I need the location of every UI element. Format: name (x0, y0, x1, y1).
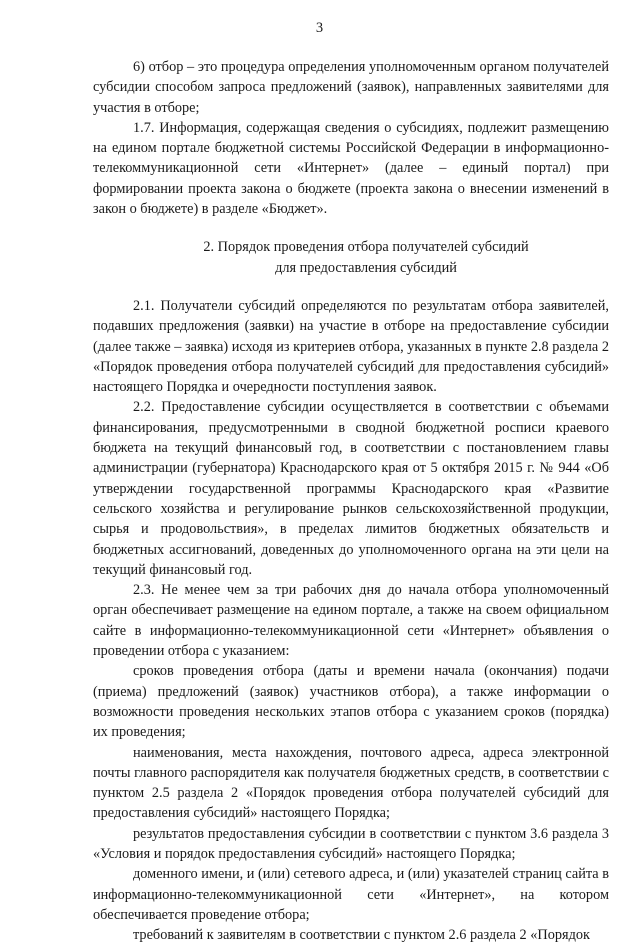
paragraph: 1.7. Информация, содержащая сведения о субсидиях, подлежит размещению на едином портале бюджетной системы Российской Федерации в информационно-телекоммуникационной сети «Интернет» (далее – единый портал) при формировании проекта закона о бюджете (проекта закона о внесении изменений в закон о бюджете) в разделе «Бюджет». (93, 119, 609, 218)
paragraph: доменного имени, и (или) сетевого адреса, и (или) указателей страниц сайта в информационно-телекоммуникационной сети «Интернет», на котором обеспечивается проведение отбора; (93, 866, 609, 923)
paragraph: результатов предоставления субсидии в соответствии с пунктом 3.6 раздела 3 «Условия и порядок предоставления субсидий» настоящего Порядка; (93, 825, 609, 862)
section-heading-line: для предоставления субсидий (275, 259, 457, 276)
document-body (93, 57, 609, 945)
paragraph: 2.1. Получатели субсидий определяются по результатам отбора заявителей, подавших предложения (заявки) на участие в отборе на предоставление субсидии (далее также – заявка) исходя из критериев отбора, указанных в пункте 2.8 раздела 2 «Порядок проведения отбора получателей субсидий для предоставления субсидий» настоящего Порядка и очередности поступления заявок. (93, 297, 609, 396)
paragraph: 6) отбор – это процедура определения уполномоченным органом получателей субсидии способом запроса предложений (заявок), направленных заявителями для участия в отборе; (93, 59, 609, 116)
paragraph: 2.3. Не менее чем за три рабочих дня до начала отбора уполномоченный орган обеспечивает размещение на едином портале, а также на своем официальном сайте в информационно-телекоммуникационной сети «Интернет» объявления о проведении отбора с указанием: (93, 582, 609, 660)
paragraph: сроков проведения отбора (даты и времени начала (окончания) подачи (приема) предложений (заявок) участников отбора), а также информации о возможности проведения нескольких этапов отбора с указанием сроков (порядка) их проведения; (93, 663, 609, 741)
paragraph: наименования, места нахождения, почтового адреса, адреса электронной почты главного распорядителя как получателя бюджетных средств, в соответствии с пунктом 2.5 раздела 2 «Порядок проведения отбора получателей субсидий для предоставления субсидий» настоящего Порядка; (93, 744, 609, 822)
paragraph: 2.2. Предоставление субсидии осуществляется в соответствии с объемами финансирования, предусмотренными в сводной бюджетной росписи краевого бюджета на текущий финансовый год, в соответствии с постановлением главы администрации (губернатора) Краснодарского края от 5 октября 2015 г. № 944 «Об утверждении государственной программы Краснодарского края «Развитие сельского хозяйства и регулирование рынков сельскохозяйственной продукции, сырья и продовольствия», в пределах лимитов бюджетных обязательств и бюджетных ассигнований, доведенных до уполномоченного органа на эти цели на текущий финансовый год. (93, 399, 609, 578)
paragraph: требований к заявителям в соответствии с пунктом 2.6 раздела 2 «Порядок (133, 927, 590, 944)
section-heading (93, 237, 609, 278)
page-number: 3 (315, 20, 324, 36)
section-heading-line: 2. Порядок проведения отбора получателей субсидий (203, 239, 529, 256)
